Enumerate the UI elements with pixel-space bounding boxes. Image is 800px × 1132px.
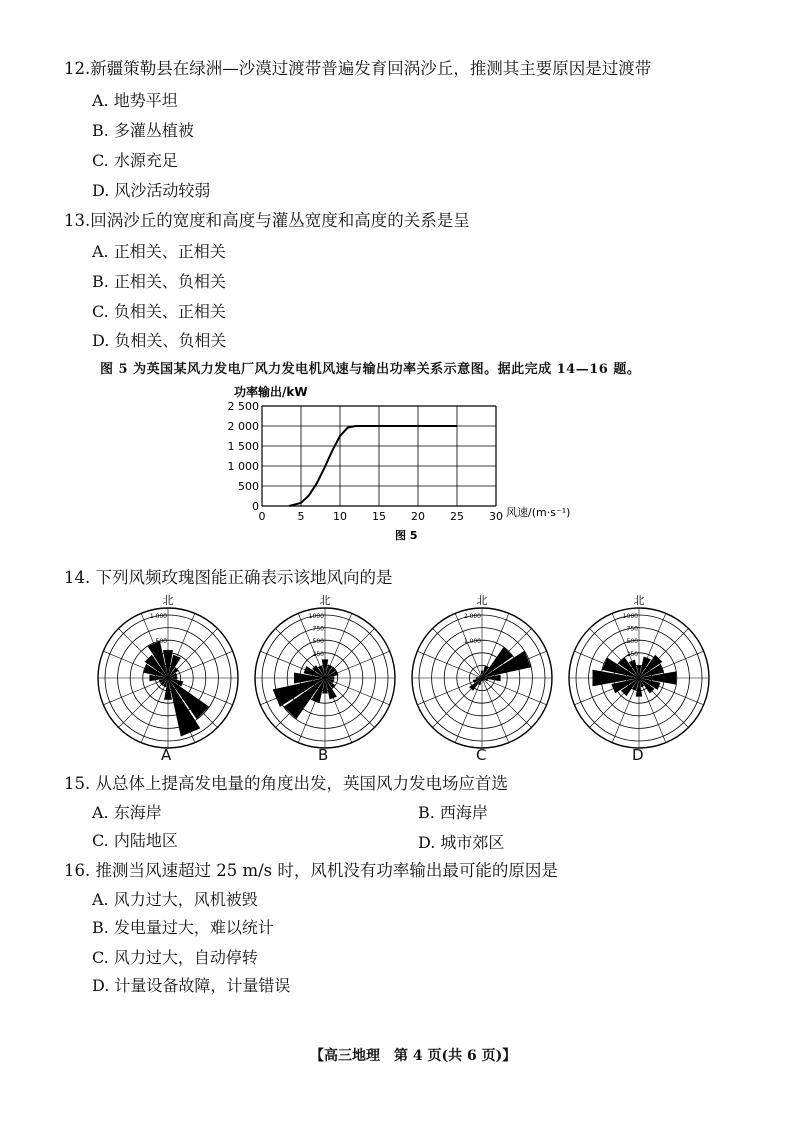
page-footer: 【高三地理 第 4 页(共 6 页)】 (310, 1048, 517, 1064)
x-tick-label: 20 (411, 510, 425, 523)
x-tick-label: 10 (333, 510, 347, 523)
north-label: 北 (476, 594, 488, 607)
rose-scale-label: 250 (312, 650, 324, 658)
y-tick-label: 0 (252, 500, 259, 513)
rose-scale-label: 500 (626, 638, 638, 646)
rose-scale-label: 2 000 (463, 613, 481, 620)
rose-spoke (119, 678, 168, 727)
q15-option-a[interactable]: A. 东海岸 (92, 803, 162, 822)
wind-rose-c[interactable] (412, 594, 552, 748)
question-16-stem: 16. 推测当风速超过 25 m/s 时，风机没有功率输出最可能的原因是 (64, 861, 558, 880)
wind-rose-d[interactable] (569, 594, 709, 748)
q16-option-a[interactable]: A. 风力过大，风机被毁 (92, 890, 258, 909)
rose-scale-label: 1 000 (463, 638, 481, 646)
y-tick-label: 1 000 (227, 460, 259, 473)
q13-option-c[interactable]: C. 负相关、正相关 (92, 302, 226, 321)
rose-spoke (433, 629, 482, 678)
question-13-stem: 13.回涡沙丘的宽度和高度与灌丛宽度和高度的关系是呈 (64, 211, 470, 230)
rose-scale-label: 500 (312, 638, 324, 646)
y-tick-label: 1 500 (227, 440, 259, 453)
x-tick-label: 25 (450, 510, 464, 523)
x-tick-label: 0 (258, 510, 266, 523)
x-tick-label: 15 (372, 510, 386, 523)
q16-option-d[interactable]: D. 计量设备故障，计量错误 (92, 976, 291, 995)
question-14-stem: 14. 下列风频玫瑰图能正确表示该地风向的是 (64, 568, 393, 587)
wind-rose-a[interactable] (98, 594, 238, 748)
q15-option-d[interactable]: D. 城市郊区 (418, 833, 505, 852)
q13-option-b[interactable]: B. 正相关、负相关 (92, 272, 226, 291)
north-label: 北 (319, 594, 331, 607)
q15-option-c[interactable]: C. 内陆地区 (92, 831, 178, 850)
rose-spoke (482, 678, 531, 727)
q16-option-b[interactable]: B. 发电量过大，难以统计 (92, 918, 274, 937)
x-axis-label: 风速/(m·s⁻¹) (506, 506, 571, 519)
x-tick-label: 30 (489, 510, 503, 523)
rose-scale-label: 1 000 (149, 613, 167, 620)
y-tick-label: 2 500 (227, 400, 259, 413)
rose-c-label[interactable]: C (476, 746, 487, 764)
q15-option-b[interactable]: B. 西海岸 (418, 803, 488, 822)
rose-a-label[interactable]: A (161, 746, 172, 764)
q13-option-a[interactable]: A. 正相关、正相关 (92, 242, 226, 261)
wind-rose-b[interactable] (255, 594, 395, 748)
q13-option-d[interactable]: D. 负相关、负相关 (92, 331, 227, 350)
rose-b-label[interactable]: B (318, 746, 329, 764)
rose-scale-label: 500 (155, 638, 167, 646)
question-12-stem: 12.新疆策勒县在绿洲—沙漠过渡带普遍发育回涡沙丘，推测其主要原因是过渡带 (64, 59, 652, 78)
x-tick-label: 5 (297, 510, 305, 523)
y-tick-label: 500 (238, 480, 259, 493)
rose-scale-label: 250 (626, 650, 638, 658)
rose-scale-label: 1000 (622, 613, 638, 620)
q12-option-a[interactable]: A. 地势平坦 (92, 91, 178, 110)
q12-option-b[interactable]: B. 多灌丛植被 (92, 121, 194, 140)
rose-scale-label: 750 (626, 625, 638, 633)
north-label: 北 (633, 594, 645, 607)
q16-option-c[interactable]: C. 风力过大，自动停转 (92, 948, 258, 967)
rose-scale-label: 750 (312, 625, 324, 633)
y-tick-label: 2 000 (227, 420, 259, 433)
figure-intro: 图 5 为英国某风力发电厂风力发电机风速与输出功率关系示意图。据此完成 14—16 题。 (100, 362, 641, 377)
q12-option-c[interactable]: C. 水源充足 (92, 151, 178, 170)
y-axis-label: 功率输出/kW (234, 385, 308, 399)
rose-d-label[interactable]: D (632, 746, 644, 764)
north-label: 北 (162, 594, 174, 607)
wind-rose-options (0, 588, 800, 768)
question-15-stem: 15. 从总体上提高发电量的角度出发，英国风力发电场应首选 (64, 774, 508, 793)
rose-scale-label: 1000 (308, 613, 324, 620)
q12-option-d[interactable]: D. 风沙活动较弱 (92, 181, 211, 200)
figure-caption: 图 5 (395, 529, 418, 542)
power-curve-chart (220, 378, 580, 548)
